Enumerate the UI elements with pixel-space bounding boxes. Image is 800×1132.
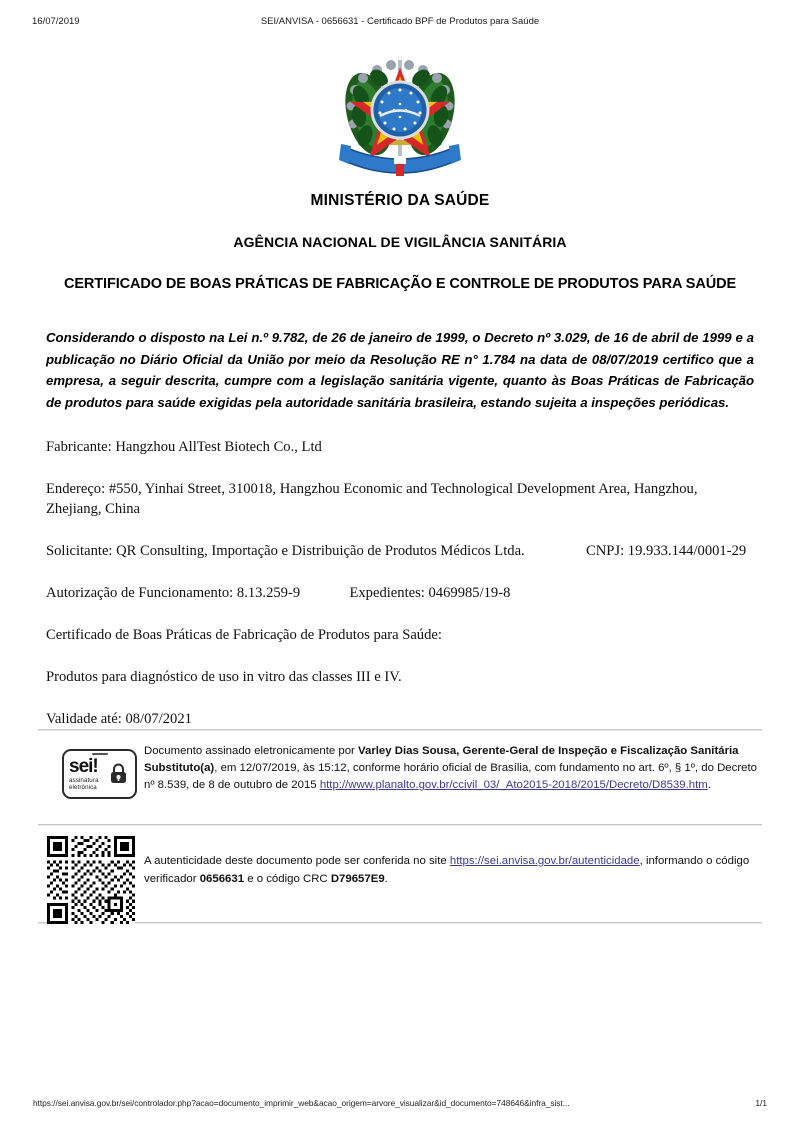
- authenticity-period: .: [384, 872, 388, 885]
- authenticity-crc-label: e o código CRC: [244, 872, 331, 885]
- agency-title: AGÊNCIA NACIONAL DE VIGILÂNCIA SANITÁRIA: [233, 234, 567, 250]
- dispatch-value: 0469985/19-8: [428, 585, 511, 601]
- sei-subtitle: [69, 777, 99, 791]
- signer-name: Varley Dias Sousa, Gerente-Geral de Inspeção e Fiscalização Sanitária Substituto(a): [144, 745, 739, 775]
- authenticity-intro: A autenticidade deste documento pode ser conferida no site: [144, 855, 450, 867]
- footer-page-number: 1/1: [755, 1098, 767, 1108]
- validity-value: 08/07/2021: [125, 711, 192, 727]
- certificate-body: [46, 327, 754, 751]
- address-line: [46, 479, 754, 519]
- products-line: Produtos para diagnóstico de uso in vitro das classes III e IV.: [46, 669, 402, 685]
- applicant-value: QR Consulting, Importação e Distribuição de Produtos Médicos Ltda.: [116, 543, 525, 559]
- separator-rule-bottom: [38, 922, 762, 924]
- authenticity-text: [144, 853, 762, 888]
- brazil-coat-of-arms-icon: [339, 44, 461, 186]
- footer-url: https://sei.anvisa.gov.br/sei/controlador.php?acao=documento_imprimir_web&acao_origem=arvore_visualizar&id_documento=748646&infra_sist...: [33, 1098, 570, 1108]
- page-footer: [0, 1098, 800, 1112]
- authorization-value: 8.13.259-9: [236, 585, 301, 601]
- manufacturer-line: [46, 437, 754, 457]
- validity-label: Validade até:: [46, 711, 122, 727]
- applicant-line: [46, 541, 754, 561]
- applicant-label: Solicitante:: [46, 543, 113, 559]
- cnpj-label: CNPJ:: [586, 543, 625, 559]
- decree-link[interactable]: http://www.planalto.gov.br/ccivil_03/_Ato2015-2018/2015/Decreto/D8539.htm: [319, 779, 708, 792]
- certificate-title: CERTIFICADO DE BOAS PRÁTICAS DE FABRICAÇÃO E CONTROLE DE PRODUTOS PARA SAÚDE: [63, 276, 737, 292]
- ministry-title: MINISTÉRIO DA SAÚDE: [310, 192, 490, 209]
- preamble-paragraph: Considerando o disposto na Lei n.º 9.782, de 26 de janeiro de 1999, o Decreto nº 3.029, de 16 de abril de 1999 e a publicação no Diário Oficial da União por meio da Resolução RE n° 1.784 na data de 08/07/2019 certifico que a empresa, a seguir descrita, cumpre com a legislação sanitária vigente, quanto às Boas Práticas de Fabricação de produtos para saúde exigidas pela autoridade sanitária brasileira, estando sujeita a inspeções periódicas.: [46, 330, 754, 410]
- verifier-code: 0656631: [199, 872, 245, 885]
- sei-subtitle-line1: assinatura: [69, 777, 99, 784]
- signature-text: [144, 743, 762, 794]
- sei-wordmark: sei!: [69, 756, 98, 777]
- running-head-title: SEI/ANVISA - 0656631 - Certificado BPF de Produtos para Saúde: [260, 16, 540, 27]
- qr-code: [47, 836, 135, 924]
- signature-intro: Documento assinado eletronicamente por: [144, 745, 359, 757]
- signature-details: , em 12/07/2019, às 15:12, conforme horário oficial de Brasília, com fundamento no art. 6º, § 1º, do Decreto nº 8.539, de 8 de outubro de 2015: [144, 762, 757, 792]
- certificate-heading-line: Certificado de Boas Práticas de Fabricação de Produtos para Saúde:: [46, 627, 442, 643]
- address-label: Endereço:: [46, 481, 106, 497]
- sei-subtitle-line2: eletrônica: [69, 784, 97, 792]
- manufacturer-value: Hangzhou AllTest Biotech Co., Ltd: [115, 439, 322, 455]
- document-titles: [0, 192, 800, 292]
- dispatch-label: Expedientes:: [349, 585, 425, 601]
- running-head: [0, 16, 800, 30]
- separator-rule-middle: [38, 824, 762, 826]
- running-head-date: 16/07/2019: [32, 16, 80, 27]
- authorization-label: Autorização de Funcionamento:: [46, 585, 234, 601]
- manufacturer-label: Fabricante:: [46, 439, 112, 455]
- authenticity-site-link[interactable]: https://sei.anvisa.gov.br/autenticidade: [449, 855, 640, 867]
- cnpj-value: 19.933.144/0001-29: [627, 543, 747, 559]
- sei-signature-badge: [62, 749, 137, 799]
- separator-rule-top: [38, 729, 762, 731]
- address-value: #550, Yinhai Street, 310018, Hangzhou Economic and Technological Development Area, Hangzhou, Zhejiang, China: [46, 481, 698, 517]
- authenticity-mid: , informando o código verificador: [144, 855, 750, 885]
- signature-period: .: [707, 779, 711, 792]
- authorization-line: [46, 583, 754, 603]
- lock-icon: [109, 762, 128, 784]
- validity-line: [46, 709, 754, 729]
- badge-notch: [92, 753, 108, 755]
- crc-code: D79657E9: [330, 872, 385, 885]
